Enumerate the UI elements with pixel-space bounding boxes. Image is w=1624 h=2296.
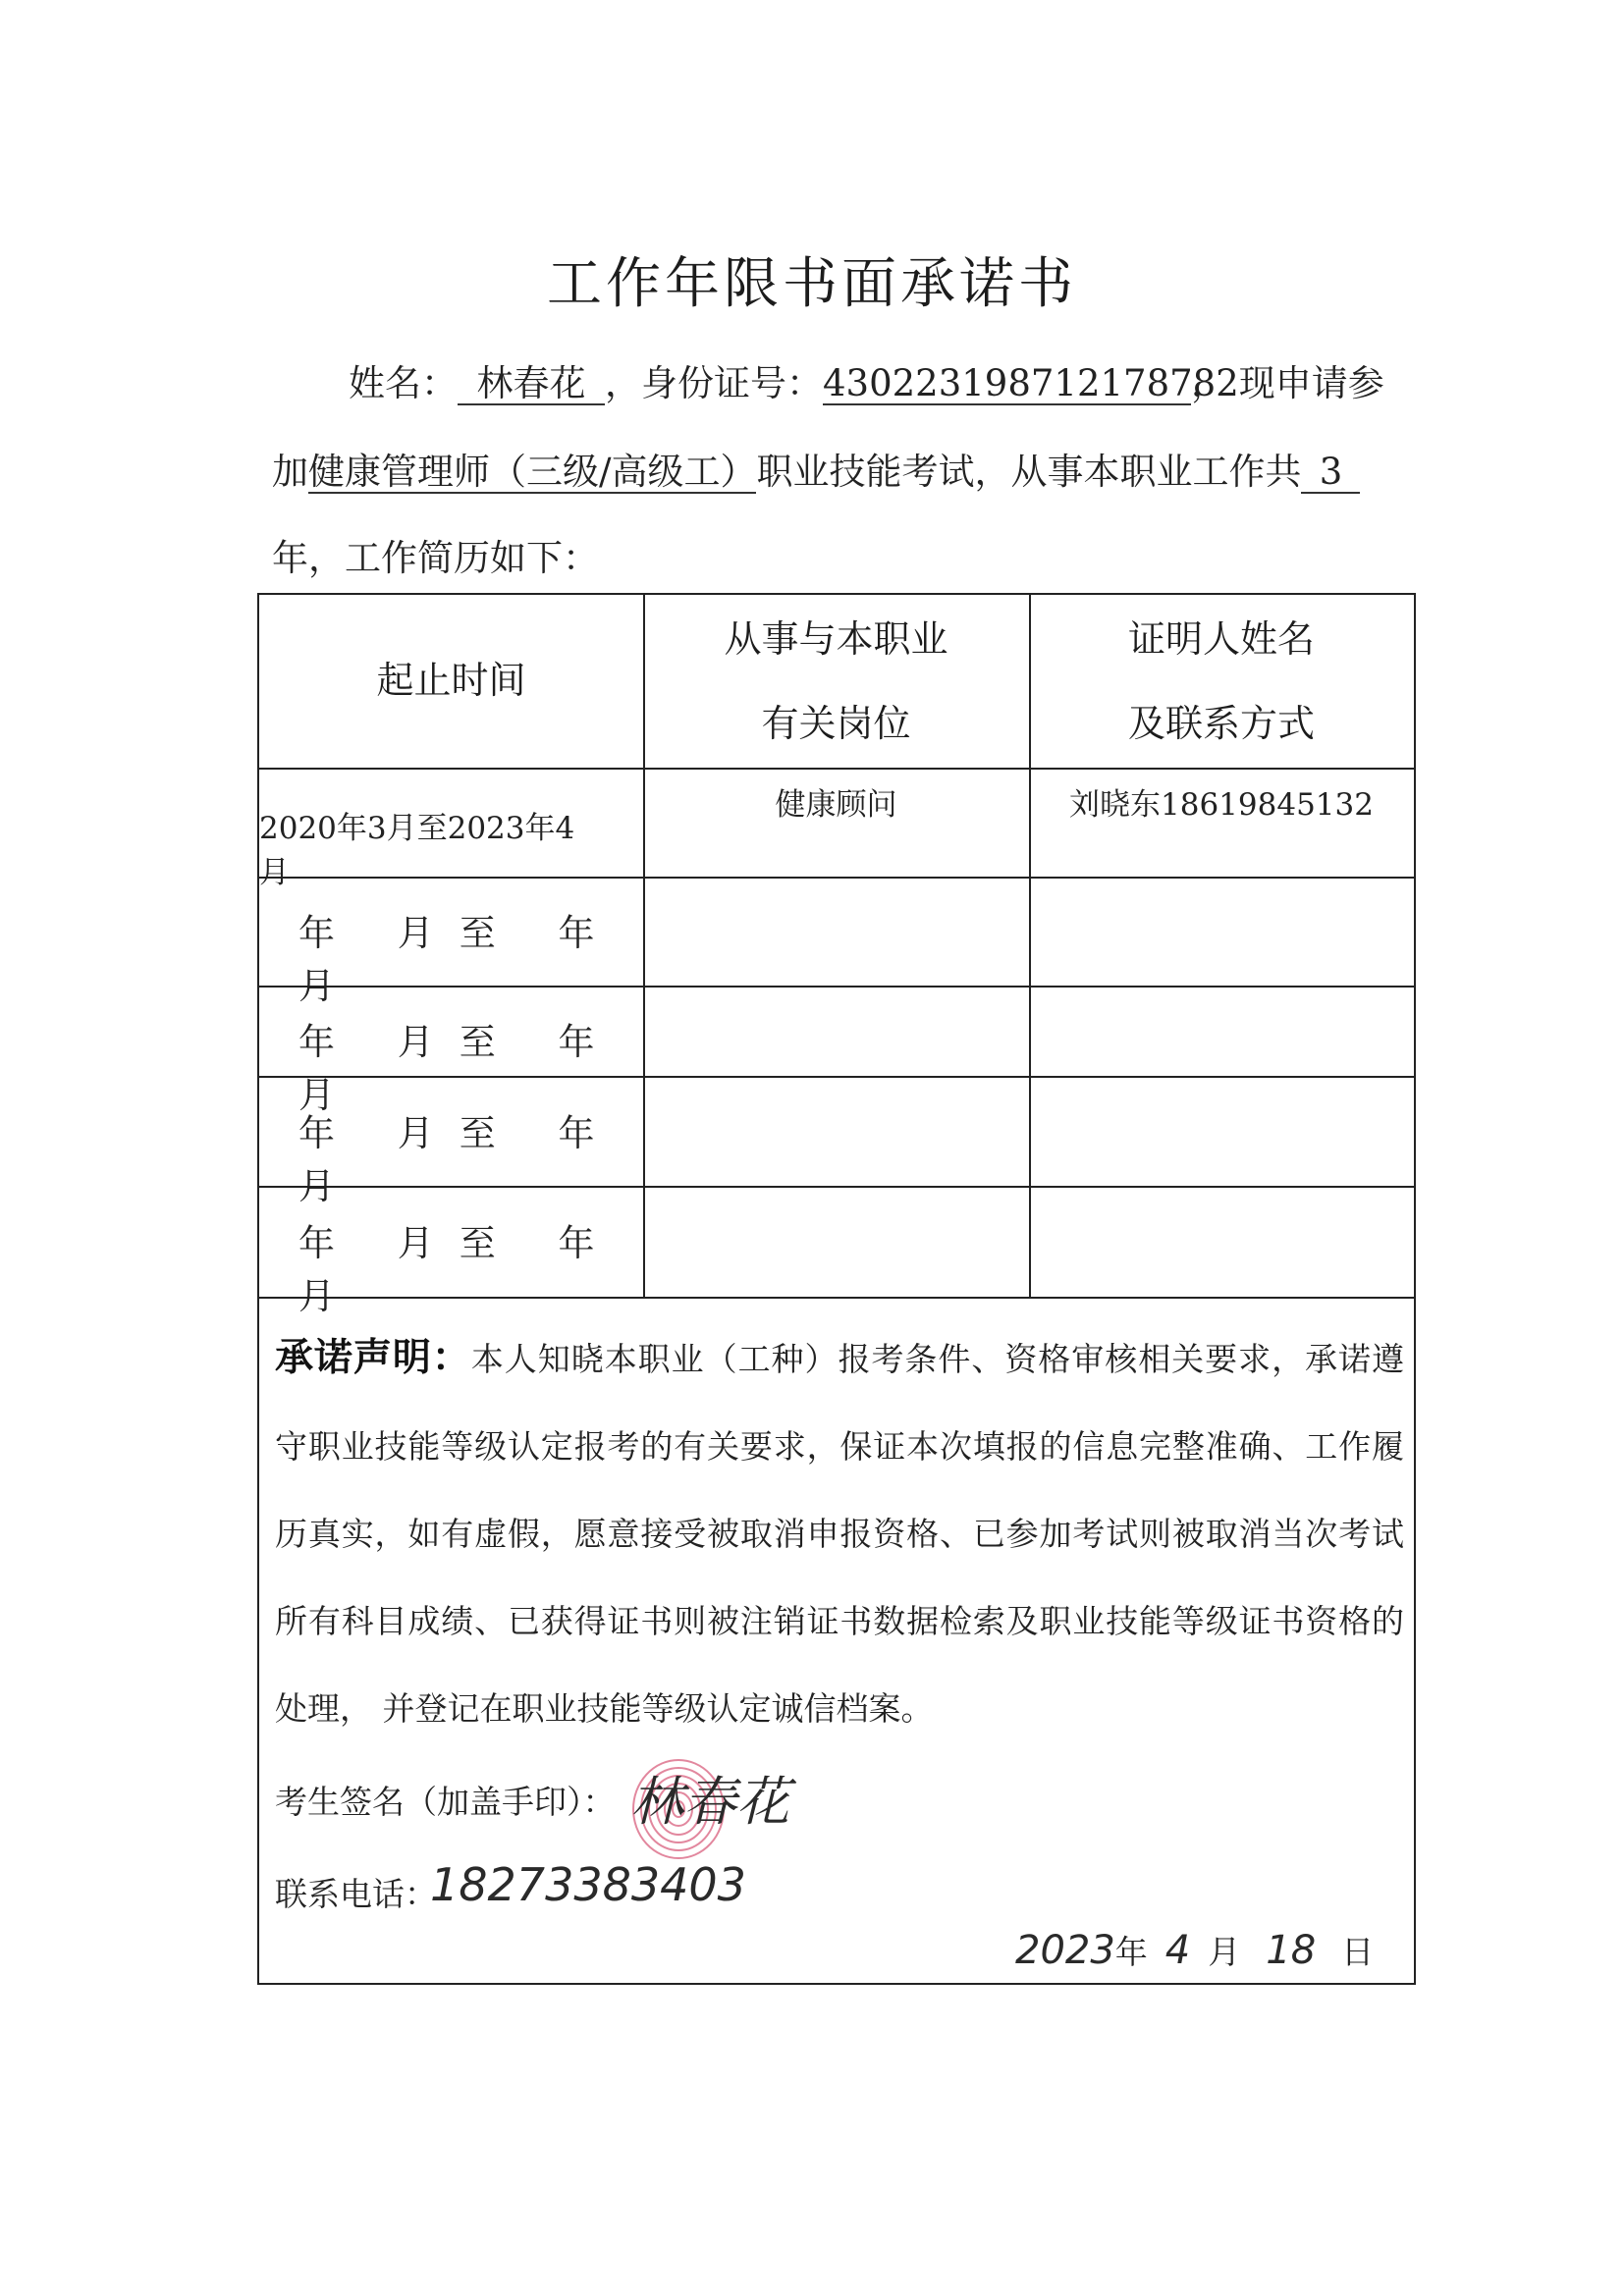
header-witness-line1: 证明人姓名 [1127,617,1315,661]
header-position-line1: 从事与本职业 [724,617,948,661]
join-text: 加 [272,451,308,493]
phone-value: 18273383403 [430,1858,746,1911]
header-position-line2: 有关岗位 [761,702,911,745]
header-witness-line2: 及联系方式 [1127,702,1315,745]
occupation-value: 健康管理师（三级/高级工） [308,451,757,493]
name-label: 姓名： [349,362,458,404]
id-number: 430223198712178782 [823,362,1239,404]
row-divider [259,768,1414,770]
page-title: 工作年限书面承诺书 [547,252,1077,316]
row-period: 年 月至 年 月 [298,1222,621,1317]
exam-text: 职业技能考试，从事本职业工作共 [756,451,1302,493]
date-day: 18 [1266,1928,1317,1973]
row-position: 健康顾问 [775,787,897,823]
intro-line-3: 年，工作简历如下： [272,537,599,579]
row-witness: 刘晓东18619845132 [1069,787,1374,823]
phone-label: 联系电话： [275,1875,437,1913]
name-value: 林春花 [458,365,605,405]
row-period: 年 月至 年 月 [298,1112,621,1207]
date-year: 2023 [1015,1928,1115,1973]
apply-text: ， 现申请参 [1191,362,1384,404]
years-value: 3 [1301,454,1360,494]
statement-text [275,1314,1404,1752]
statement-section [259,1299,1414,1983]
date-month-unit: 月 [1208,1933,1241,1971]
date-month: 4 [1164,1928,1191,1973]
row-period: 年 月至 年 月 [298,1021,621,1116]
intro-line-1 [349,353,1384,406]
signature-label: 考生签名（加盖手印）： [275,1783,616,1821]
row-period: 年 月至 年 月 [298,912,621,1007]
date-day-unit: 日 [1341,1933,1375,1971]
statement-lead: 承诺声明： [275,1336,471,1380]
statement-body: 本人知晓本职业（工种）报考条件、资格审核相关要求，承诺遵守职业技能等级认定报考的有关要求，保证本次填报的信息完整准确、工作履历真实，如有虚假，愿意接受被取消申报资格、已参加考试则被取消当次考试所有科目成绩、已获得证书则被注销证书数据检索及职业技能等级证书资格的处理， 并登记在职业技能等级认定诚信档案。 [275,1340,1404,1728]
header-period: 起止时间 [376,659,526,702]
signature-value: 林春花 [630,1771,789,1833]
id-label: ，身份证号： [605,362,823,404]
row-period: 2020年3月至2023年4月 [259,811,575,890]
date-year-unit: 年 [1114,1933,1148,1971]
intro-line-2 [272,442,1360,495]
work-history-table [257,593,1416,1985]
date-line [1015,1927,1374,1973]
